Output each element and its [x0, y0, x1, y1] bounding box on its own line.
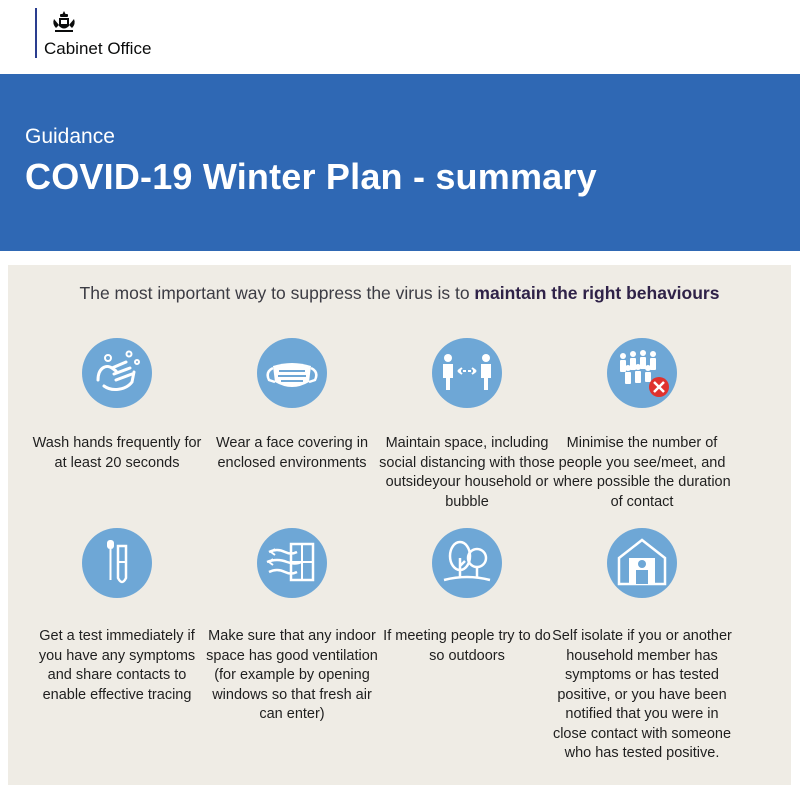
item-caption: Make sure that any indoor space has good ventilation (for example by opening windows so that fresh air can enter) [206, 628, 378, 722]
guidance-label: Guidance [25, 125, 115, 148]
hand-washing-icon [82, 338, 152, 408]
headline-text: The most important way to suppress the virus is to [79, 283, 475, 303]
infographic-panel [8, 265, 791, 785]
page-title: COVID-19 Winter Plan - summary [25, 156, 597, 197]
logo-inner [41, 8, 181, 58]
headline-emphasis: maintain the right behaviours [474, 283, 720, 303]
self-isolate-house-icon [607, 528, 677, 598]
title-banner [0, 74, 800, 251]
ventilation-window-icon [257, 528, 327, 598]
outdoor-trees-icon [432, 528, 502, 598]
cabinet-office-logo[interactable] [35, 8, 181, 58]
item-caption: Get a test immediately if you have any symptoms and share contacts to enable effective tracing [38, 628, 196, 703]
royal-crest-icon [51, 10, 77, 34]
item-caption: Maintain space, including social distancing with those outsideyour household or bubble [379, 435, 555, 510]
item-caption: Wear a face covering in enclosed environments [215, 435, 369, 471]
test-swab-icon [82, 528, 152, 598]
org-name: Cabinet Office [44, 39, 152, 58]
crowd-limit-icon [607, 338, 677, 408]
social-distancing-icon [432, 338, 502, 408]
item-caption: Self isolate if you or another household member has symptoms or has tested positive, or you have been notified that you were in close contact with someone who has tested positive. [552, 628, 732, 761]
item-caption: Minimise the number of people you see/meet, and where possible the duration of contact [553, 435, 731, 510]
logo-rule [35, 8, 37, 58]
face-mask-icon [257, 338, 327, 408]
item-caption: Wash hands frequently for at least 20 seconds [32, 435, 202, 471]
infographic-headline [8, 283, 791, 304]
item-caption: If meeting people try to do so outdoors [383, 628, 551, 664]
